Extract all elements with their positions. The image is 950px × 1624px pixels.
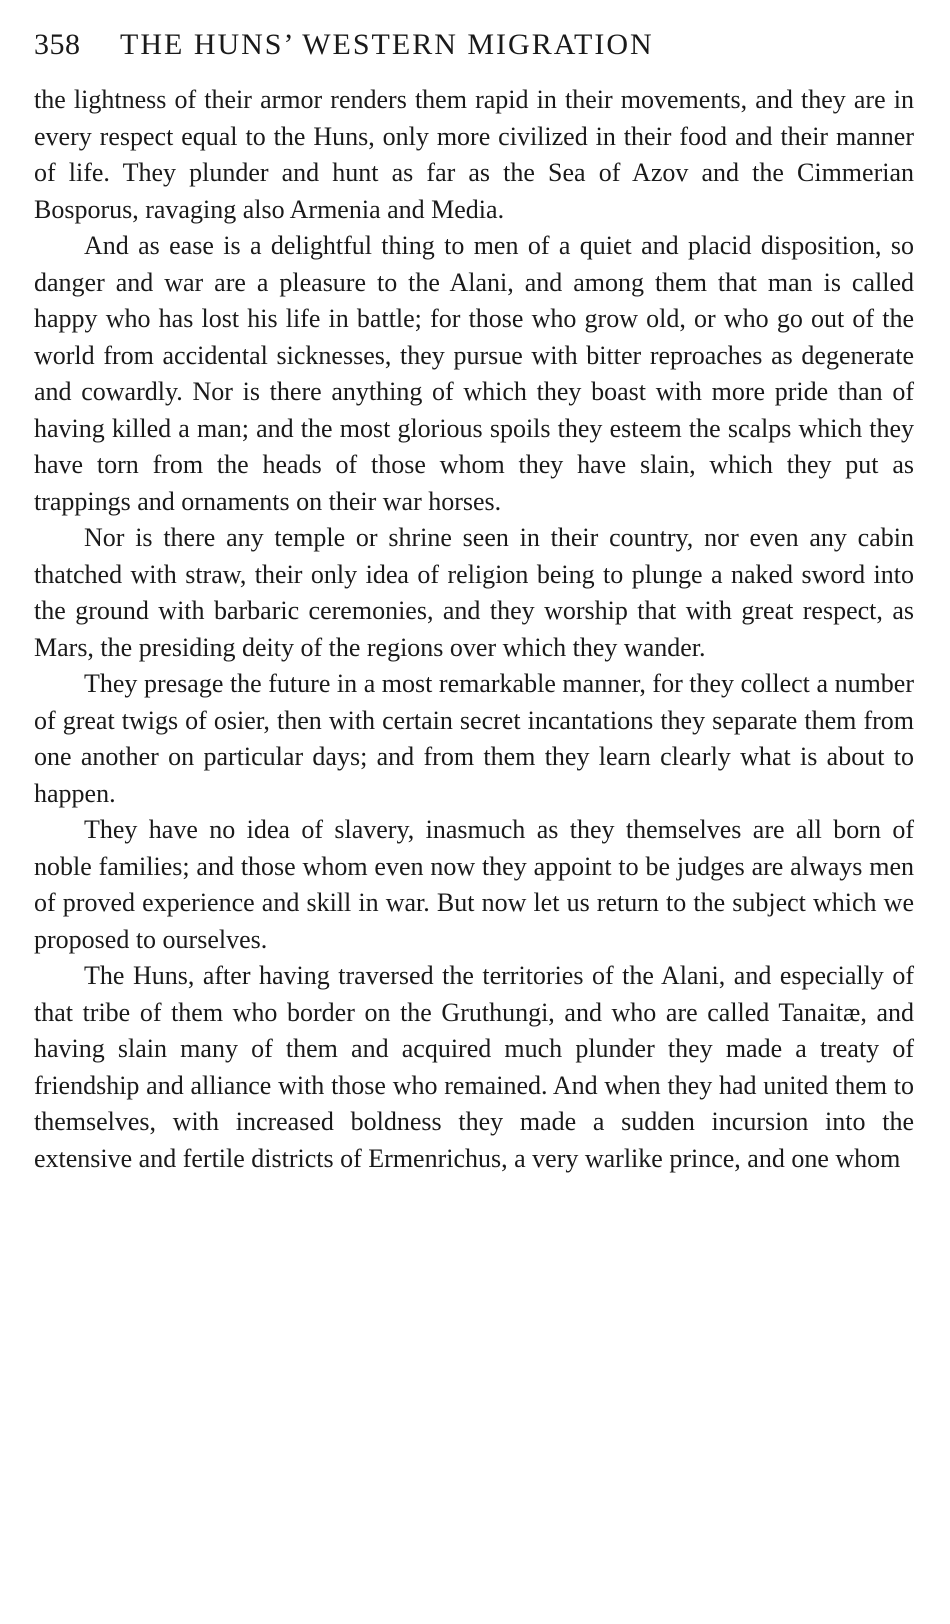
paragraph-alani-war: And as ease is a delightful thing to men of a quiet and placid disposition, so danger and war are a pleasure to the Alani, and among them that man is called happy who has lost his life in battle; for those who grow old, or who go out of the world from accidental sicknesses, they pursue with bitter reproaches as degenerate and cowardly. Nor is there anything of which they boast with more pride than of having killed a man; and the most glorious spoils they esteem the scalps which they have torn from the heads of those whom they have slain, which they put as trappings and ornaments on their war horses. (34, 231, 914, 516)
body-text (34, 82, 914, 1177)
paragraph-slavery: They have no idea of slavery, inasmuch as they themselves are all born of noble families; and those whom even now they appoint to be judges are always men of proved experience and skill in war. But now let us return to the subject which we proposed to ourselves. (34, 815, 914, 954)
book-page (34, 28, 914, 1177)
page-header (34, 28, 914, 76)
paragraph-continued: the lightness of their armor renders them rapid in their movements, and they are in every respect equal to the Huns, only more civilized in their food and their manner of life. They plunder and hunt as far as the Sea of Azov and the Cimmerian Bosporus, ravaging also Armenia and Media. (34, 85, 914, 224)
paragraph-huns-invasion: The Huns, after having traversed the territories of the Alani, and especially of that tribe of them who border on the Gruthungi, and who are called Tanaitæ, and having slain many of them and acquired much plunder they made a treaty of friendship and alliance with those who remained. And when they had united them to themselves, with increased boldness they made a sudden incursion into the extensive and fertile districts of Ermenrichus, a very warlike prince, and one whom (34, 961, 914, 1173)
running-title: THE HUNS’ WESTERN MIGRATION (120, 28, 654, 61)
page-number: 358 (34, 28, 81, 61)
paragraph-divination: They presage the future in a most remarkable manner, for they collect a number of great twigs of osier, then with certain secret incantations they separate them from one another on particular days; and from them they learn clearly what is about to happen. (34, 669, 914, 808)
paragraph-religion: Nor is there any temple or shrine seen in their country, nor even any cabin thatched with straw, their only idea of religion being to plunge a naked sword into the ground with barbaric ceremonies, and they worship that with great respect, as Mars, the presiding deity of the regions over which they wander. (34, 523, 914, 662)
